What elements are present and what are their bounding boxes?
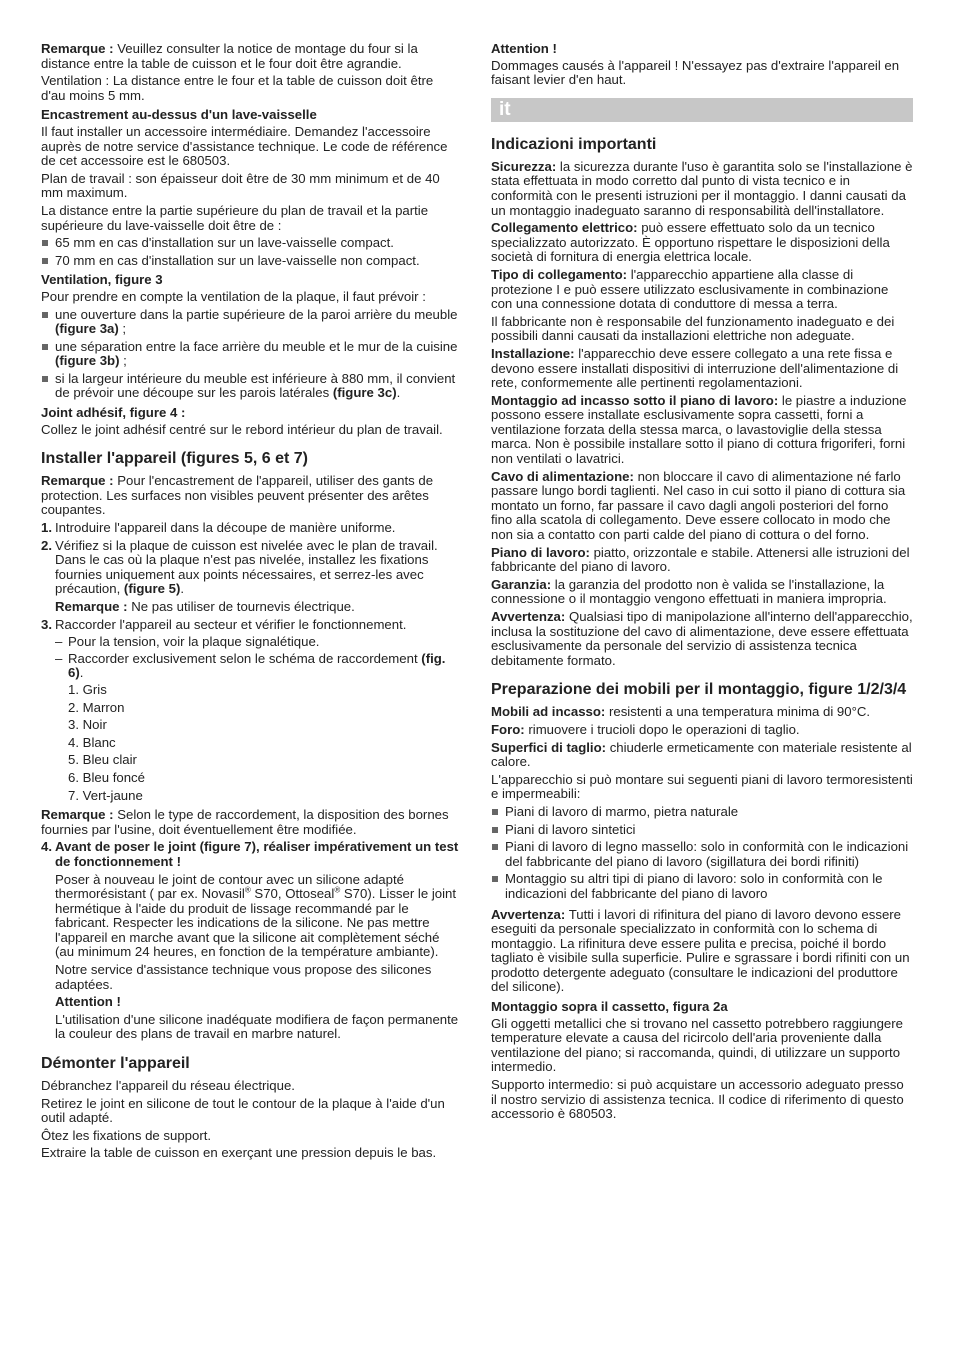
important-heading: Indicazioni importanti — [491, 135, 657, 153]
install-remark: Remarque : Pour l'encastrement de l'appareil, utiliser des gants de protection. Les surfaces non visibles peuvent présenter des arêtes coupantes. — [41, 473, 434, 518]
joint-text: Collez le joint adhésif centré sur le rebord intérieur du plan de travail. — [41, 421, 443, 437]
item-undercounter: Montaggio ad incasso sotto il piano di lavoro: le piastre a induzione possono essere installate esclusivamente sopra cassetti, forni a ventilazione forzata della stessa marca, o lavastoviglie della stessa marca. Non è possibile installare sotto il piano di cottura frigoriferi, forni non ventilati o lavatrici. — [491, 392, 907, 467]
item-connection-type: Tipo di collegamento: l'apparecchio appartiene alla classe di protezione I e può essere utilizzato esclusivamente in combinazione con una connessione dotata di conduttore di messa a terra. — [491, 266, 889, 312]
item-safety: Sicurezza: la sicurezza durante l'uso è garantita solo se l'installazione è stata effettuata in modo corretto dal punto di vista tecnico e in conformità con le presenti istruzioni per il montaggio. I danni causati da un montaggio inadeguato saranno di responsabilità dell'installatore. — [491, 158, 913, 218]
list-item: une ouverture dans la partie supérieure de la paroi arrière du meuble (figure 3a) ; — [41, 308, 461, 337]
list-item: – Raccorder exclusivement selon le schéma de raccordement (fig. 6). — [41, 652, 461, 681]
step-2-remark: Remarque : Ne pas utiliser de tournevis électrique. — [55, 599, 355, 614]
list-item: 6. Bleu foncé — [68, 769, 145, 785]
dishwasher-p2: Plan de travail : son épaisseur doit être de 30 mm minimum et de 40 mm maximum. — [41, 170, 440, 201]
language-bar — [491, 98, 913, 122]
install-heading: Installer l'appareil (figures 5, 6 et 7) — [41, 450, 309, 468]
list-item: 7. Vert-jaune — [68, 787, 143, 803]
warning-finishing: Avvertenza: Tutti i lavori di rifinitura del piano di lavoro devono essere eseguiti da personale specializzato in conformità con lo schema di montaggio. La rifinitura deve essere pulita e precisa, poiché il bordo tagliato è visibile sulla superficie. Pulire e sgrassare i bordi rifiniti con un prodotto detergente adeguato (consultare le indicazioni del produttore del silicone). — [491, 906, 910, 995]
remove-p4: Extraire la table de cuisson en exerçant une pression depuis le bas. — [41, 1145, 437, 1161]
item-cut-surfaces: Superfici di taglio: chiuderle ermeticamente con materiale resistente al calore. — [491, 739, 912, 770]
step-4-attention-text: L'utilisation d'une silicone inadéquate modifiera de façon permanente la couleur des plans de travail en marbre naturel. — [55, 1011, 459, 1042]
step-4-service: Notre service d'assistance technique vous propose des silicones adaptées. — [55, 962, 432, 992]
remove-heading: Démonter l'appareil — [41, 1055, 190, 1073]
joint-heading: Joint adhésif, figure 4 : — [41, 405, 186, 421]
drawer-heading: Montaggio sopra il cassetto, figura 2a — [491, 999, 728, 1015]
step-4: 4. Avant de poser le joint (figure 7), réaliser impérativement un test de fonctionnement ! — [41, 839, 459, 869]
dishwasher-heading: Encastrement au-dessus d'un lave-vaisselle — [41, 107, 317, 123]
language-code: it — [499, 98, 511, 120]
ventilation-intro: Pour prendre en compte la ventilation de la plaque, il faut prévoir : — [41, 288, 426, 304]
step-1: 1. Introduire l'appareil dans la découpe de manière uniforme. — [41, 520, 396, 536]
item-electrical: Collegamento elettrico: può essere effettuato solo da un tecnico specializzato autorizzato. È opportuno rispettare le disposizioni della società di fornitura di energia elettrica locale. — [491, 220, 890, 265]
step-4-attention: Attention ! — [55, 994, 121, 1010]
list-item: Piani di lavoro di marmo, pietra naturale — [491, 805, 913, 820]
attention-text: Dommages causés à l'appareil ! N'essayez pas d'extraire l'appareil en faisant levier d'en haut. — [491, 57, 900, 88]
list-item: – Pour la tension, voir la plaque signalétique. — [41, 635, 461, 650]
list-item: si la largeur intérieure du meuble est inférieure à 880 mm, il convient de prévoir une découpe sur les parois latérales (figure 3c). — [41, 372, 461, 401]
item-furniture: Mobili ad incasso: resistenti a una temperatura minima di 90°C. — [491, 704, 871, 720]
drawer-p2: Supporto intermedio: si può acquistare un accessorio adeguato presso il nostro servizio di assistenza tecnica. Il codice di riferimento di questo accessorio è 680503. — [491, 1077, 904, 1122]
ventilation-figure-heading: Ventilation, figure 3 — [41, 272, 163, 288]
list-item: 2. Marron — [68, 699, 125, 715]
list-item: 4. Blanc — [68, 734, 116, 750]
list-item: 3. Noir — [68, 717, 107, 733]
step-2: 2. Vérifiez si la plaque de cuisson est nivelée avec le plan de travail. Dans le cas où la plaque n'est pas nivelée, installez les fixations fournies uniquement aux points nécessaires, et serrez-les avec précaution, (figure 5). — [41, 537, 438, 597]
list-item: Piani di lavoro di legno massello: solo in conformità con le indicazioni del fabbricante del piano di lavoro (sigillatura dei bordi rifiniti) — [491, 840, 913, 869]
worktop-intro: L'apparecchio si può montare sui seguenti piani di lavoro termoresistenti e impermeabili: — [491, 771, 913, 802]
item-installation: Installazione: l'apparecchio deve essere collegato a una rete fissa e devono essere installati dispositivi di interruzione dell'alimentazione di rete, conformemente alle pertinenti regolamentazioni. — [491, 345, 899, 391]
item-cable: Cavo di alimentazione: non bloccare il cavo di alimentazione né farlo passare lungo bordi taglienti. Nel caso in cui sotto il piano di cottura sia montato un forno, far passare il cavo dagli angoli posteriori del forno fino alla scatola di collegamento. Deve essere collocato in modo che non sia a contatto con parti calde del piano di cottura o del forno. — [491, 468, 906, 543]
remove-p3: Ôtez les fixations de support. — [41, 1127, 212, 1143]
list-item: une séparation entre la face arrière du meuble et le mur de la cuisine (figure 3b) ; — [41, 340, 461, 369]
manufacturer-note: Il fabbricante non è responsabile del funzionamento inadeguato e dei possibili danni causati da installazioni elettriche non adeguate. — [491, 313, 895, 344]
right-column — [491, 42, 913, 1125]
remark-terminals: Remarque : Selon le type de raccordement, la disposition des bornes fournies par l'usine, doit éventuellement être modifiée. — [41, 807, 449, 837]
list-item: Piani di lavoro sintetici — [491, 823, 913, 838]
wire-color-list — [41, 683, 461, 803]
step-4-text: Poser à nouveau le joint de contour avec un silicone adapté thermorésistant ( par ex. Novasil® S70, Ottoseal® S70). Lisser le joint hermétique à l'aide du produit de lissage recommandé par le fabricant. Respecter les indications de la silicone. Ne pas mettre l'appareil en marche avant que la silicone ait complètement séché (au minimum 24 heures, en fonction de la température ambiante). — [55, 871, 457, 960]
list-item: 70 mm en cas d'installation sur un lave-vaisselle non compact. — [41, 254, 461, 269]
remove-p1: Débranchez l'appareil du réseau électrique. — [41, 1078, 295, 1094]
item-worktop: Piano di lavoro: piatto, orizzontale e stabile. Attenersi alle istruzioni del fabbricante del piano di lavoro. — [491, 544, 910, 575]
remove-p2: Retirez le joint en silicone de tout le contour de la plaque à l'aide d'un outil adapté. — [41, 1095, 445, 1126]
list-item: 1. Gris — [68, 681, 107, 697]
left-column — [41, 42, 461, 1164]
list-item: Montaggio su altri tipi di piano di lavoro: solo in conformità con le indicazioni del fabbricante del piano di lavoro — [491, 872, 913, 901]
item-warranty: Garanzia: la garanzia del prodotto non è valida se l'installazione, la connessione o il montaggio vengono effettuati in maniera impropria. — [491, 576, 887, 607]
drawer-p1: Gli oggetti metallici che si trovano nel cassetto potrebbero raggiungere temperature elevate a causa del ricircolo dell'aria proveniente dalla ventilazione del piano; si raccomanda, quindi, di utilizzare un supporto intermedio. — [491, 1015, 903, 1075]
attention-heading: Attention ! — [491, 41, 557, 56]
dishwasher-p3: La distance entre la partie supérieure du plan de travail et la partie supérieure du lave-vaisselle doit être de : — [41, 202, 429, 233]
item-hole: Foro: rimuovere i trucioli dopo le operazioni di taglio. — [491, 721, 800, 737]
item-warning: Avvertenza: Qualsiasi tipo di manipolazione all'interno dell'apparecchio, inclusa la sostituzione del cavo di alimentazione, deve essere effettuata esclusivamente da personale del servizio di assistenza tecnica debitamente formato. — [491, 609, 913, 668]
remark-oven: Remarque : Veuillez consulter la notice de montage du four si la distance entre la table de cuisson et le four doit être agrandie. — [41, 41, 418, 71]
list-item: 65 mm en cas d'installation sur un lave-vaisselle compact. — [41, 236, 461, 251]
step-3: 3. Raccorder l'appareil au secteur et vérifier le fonctionnement. — [41, 616, 407, 632]
prep-heading: Preparazione dei mobili per il montaggio, figure 1/2/3/4 — [491, 681, 907, 699]
dishwasher-p1: Il faut installer un accessoire intermédiaire. Demandez l'accessoire auprès de notre service d'assistance technique. Le code de référence de cet accessoire est le 680503. — [41, 123, 448, 169]
ventilation-distance: Ventilation : La distance entre le four et la table de cuisson doit être d'au moins 5 mm. — [41, 73, 434, 103]
list-item: 5. Bleu clair — [68, 752, 137, 768]
